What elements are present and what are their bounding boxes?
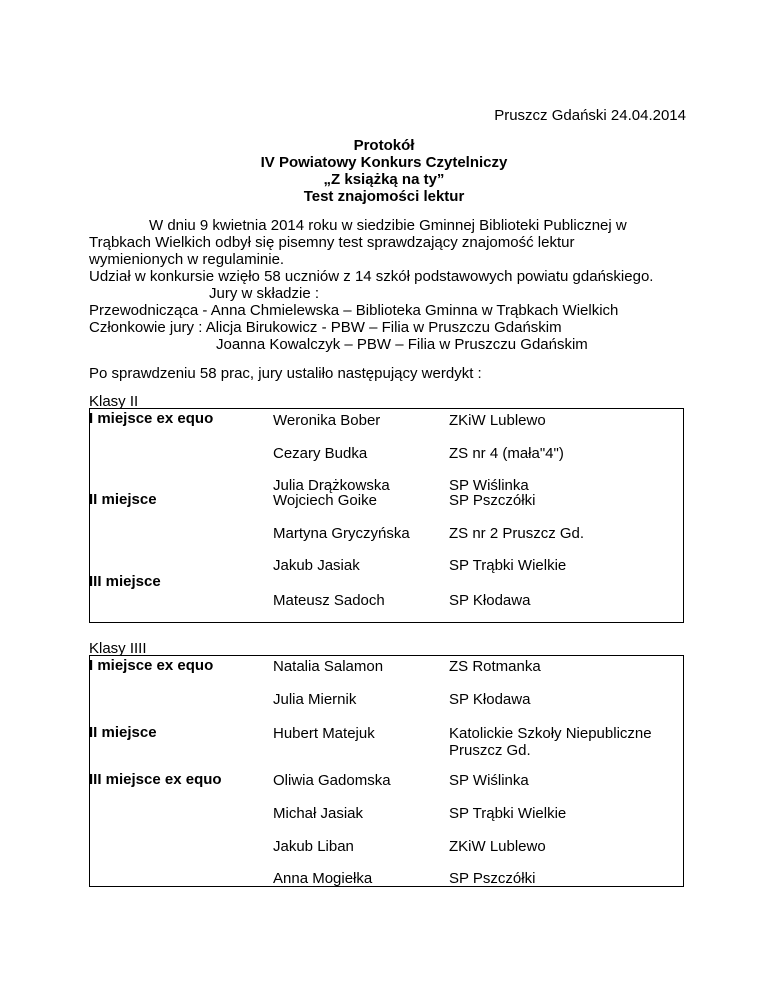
participant-name: Jakub Liban <box>273 838 354 855</box>
jury-heading: Jury w składzie : <box>209 285 320 302</box>
participant-name: Martyna Gryczyńska <box>273 525 410 542</box>
doc-title: Protokół <box>353 137 415 154</box>
participant-name: Mateusz Sadoch <box>273 592 385 609</box>
body-line-2: Trąbkach Wielkich odbył się pisemny test sprawdzający znajomość lektur <box>89 234 575 251</box>
participant-school: SP Kłodawa <box>449 592 531 609</box>
body-line-1: W dniu 9 kwietnia 2014 roku w siedzibie Gminnej Biblioteki Publicznej w <box>149 217 627 234</box>
place-1: I miejsce ex equo <box>89 410 214 427</box>
participant-name: Julia Drążkowska <box>273 477 390 494</box>
participant-school: SP Wiślinka <box>449 772 529 789</box>
results-table-klasy-ii <box>89 408 684 623</box>
participant-school: SP Trąbki Wielkie <box>449 805 567 822</box>
body-line-4: Udział w konkursie wzięło 58 uczniów z 14 szkół podstawowych powiatu gdańskiego. <box>89 268 654 285</box>
contest-motto: „Z książką na ty” <box>323 171 445 188</box>
participant-name: Hubert Matejuk <box>273 725 375 742</box>
participant-school: SP Trąbki Wielkie <box>449 557 567 574</box>
participant-school: SP Pszczółki <box>449 492 536 509</box>
place-3: III miejsce <box>89 573 161 590</box>
jury-chair: Przewodnicząca - Anna Chmielewska – Biblioteka Gminna w Trąbkach Wielkich <box>89 302 619 319</box>
participant-name: Natalia Salamon <box>273 658 384 675</box>
place-1: I miejsce ex equo <box>89 657 214 674</box>
participant-school: SP Wiślinka <box>449 477 529 494</box>
body-line-3: wymienionych w regulaminie. <box>89 251 285 268</box>
participant-school: ZS nr 2 Pruszcz Gd. <box>449 525 585 542</box>
participant-school: SP Kłodawa <box>449 691 531 708</box>
place-2: II miejsce <box>89 724 157 741</box>
place-3: III miejsce ex equo <box>89 771 222 788</box>
participant-school: ZKiW Lublewo <box>449 838 546 855</box>
participant-school: Katolickie Szkoły Niepubliczne <box>449 725 652 742</box>
jury-member-1: Członkowie jury : Alicja Birukowicz - PBW – Filia w Pruszczu Gdańskim <box>89 319 562 336</box>
contest-name: IV Powiatowy Konkurs Czytelniczy <box>260 154 508 171</box>
participant-name: Jakub Jasiak <box>273 557 360 574</box>
participant-school-cont: Pruszcz Gd. <box>449 742 531 759</box>
participant-school: ZKiW Lublewo <box>449 412 546 429</box>
participant-name: Michał Jasiak <box>273 805 364 822</box>
participant-name: Anna Mogiełka <box>273 870 373 887</box>
participant-school: ZS nr 4 (mała"4") <box>449 445 564 462</box>
participant-school: ZS Rotmanka <box>449 658 541 675</box>
section-label-klasy-iiii: Klasy IIII <box>89 640 147 657</box>
participant-name: Oliwia Gadomska <box>273 772 391 789</box>
participant-name: Julia Miernik <box>273 691 357 708</box>
place-date: Pruszcz Gdański 24.04.2014 <box>494 107 686 124</box>
place-2: II miejsce <box>89 491 157 508</box>
verdict-intro: Po sprawdzeniu 58 prac, jury ustaliło następujący werdykt : <box>89 365 482 382</box>
jury-member-2: Joanna Kowalczyk – PBW – Filia w Pruszczu Gdańskim <box>216 336 588 353</box>
participant-school: SP Pszczółki <box>449 870 536 887</box>
test-name: Test znajomości lektur <box>303 188 465 205</box>
section-label-klasy-ii: Klasy II <box>89 393 139 410</box>
participant-name: Weronika Bober <box>273 412 381 429</box>
participant-name: Wojciech Goike <box>273 492 377 509</box>
participant-name: Cezary Budka <box>273 445 368 462</box>
